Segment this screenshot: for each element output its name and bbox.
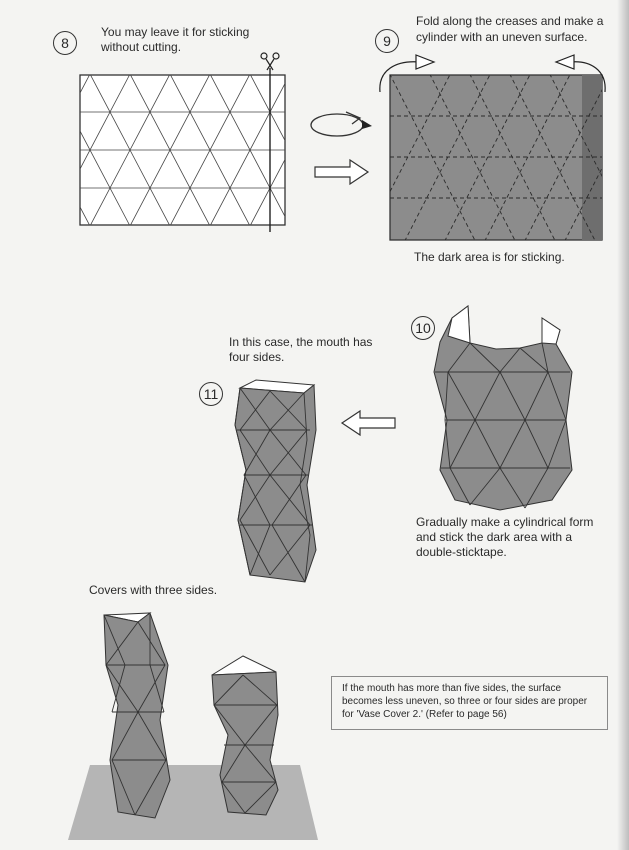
step-8-caption-line-1: You may leave it for sticking [101, 25, 250, 39]
scissors-icon [261, 53, 279, 70]
step10-cylinder-diagram [434, 306, 572, 510]
step-11-caption-line-2: four sides. [229, 350, 285, 364]
step11-cover-diagram [235, 380, 316, 582]
step8-sheet-diagram [0, 55, 380, 245]
step-10-caption-line-2: and stick the dark area with a [416, 530, 573, 544]
step-9-footer: The dark area is for sticking. [414, 250, 565, 264]
step-10-caption-line-1: Gradually make a cylindrical form [416, 515, 594, 529]
step-8-number: 8 [53, 31, 77, 55]
covers-diagram [68, 613, 318, 840]
step-9-number: 9 [375, 29, 399, 53]
step9-sheet-diagram [355, 55, 629, 260]
page-edge-shadow [617, 0, 629, 850]
step-10-caption-line-3: double-sticktape. [416, 545, 507, 559]
covers-caption: Covers with three sides. [89, 583, 218, 597]
left-arrow-icon [342, 411, 395, 435]
step-9-caption-line-1: Fold along the creases and make a [416, 14, 604, 28]
rotate-arrow-icon [311, 112, 372, 136]
step-10-number: 10 [411, 316, 435, 340]
step-9-caption-line-2: cylinder with an uneven surface. [416, 30, 588, 44]
step-8-caption-line-2: without cutting. [101, 40, 182, 54]
right-arrow-icon [315, 160, 368, 184]
step-11-caption-line-1: In this case, the mouth has [229, 335, 373, 349]
step-11-number: 11 [199, 382, 223, 406]
note-line-1: If the mouth has more than five sides, the surface [342, 683, 562, 694]
note-box [331, 676, 608, 730]
note-line-3: for 'Vase Cover 2.' (Refer to page 56) [342, 709, 507, 720]
note-line-2: becomes less uneven, so three or four sides are proper [342, 696, 588, 707]
